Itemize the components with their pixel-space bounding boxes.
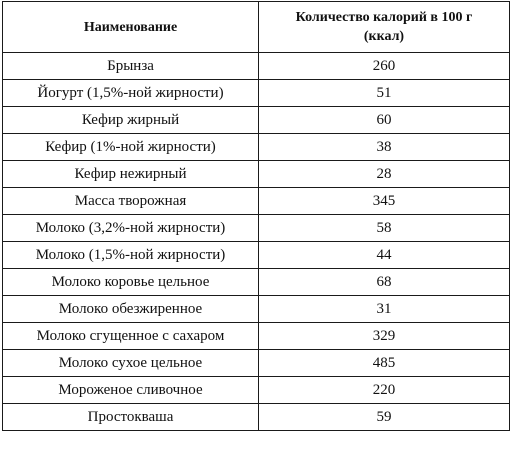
table-row bbox=[3, 134, 510, 161]
row-name: Мороженое сливочное bbox=[3, 377, 259, 404]
row-kcal: 60 bbox=[259, 107, 510, 134]
table-row bbox=[3, 161, 510, 188]
header-calories-line2: (ккал) bbox=[363, 29, 405, 44]
table-row bbox=[3, 53, 510, 80]
row-name: Молоко сгущенное с сахаром bbox=[3, 323, 259, 350]
row-kcal: 260 bbox=[259, 53, 510, 80]
table-row bbox=[3, 296, 510, 323]
row-name: Простокваша bbox=[3, 404, 259, 431]
table-row bbox=[3, 350, 510, 377]
row-kcal: 31 bbox=[259, 296, 510, 323]
row-name: Кефир нежирный bbox=[3, 161, 259, 188]
row-name: Молоко коровье цельное bbox=[3, 269, 259, 296]
row-name: Брынза bbox=[3, 53, 259, 80]
row-kcal: 220 bbox=[259, 377, 510, 404]
row-kcal: 329 bbox=[259, 323, 510, 350]
row-name: Молоко сухое цельное bbox=[3, 350, 259, 377]
row-kcal: 28 bbox=[259, 161, 510, 188]
calorie-table bbox=[2, 1, 510, 431]
row-kcal: 38 bbox=[259, 134, 510, 161]
row-name: Кефир (1%-ной жирности) bbox=[3, 134, 259, 161]
row-name: Молоко (3,2%-ной жирности) bbox=[3, 215, 259, 242]
row-kcal: 68 bbox=[259, 269, 510, 296]
row-kcal: 58 bbox=[259, 215, 510, 242]
table-row bbox=[3, 404, 510, 431]
row-kcal: 59 bbox=[259, 404, 510, 431]
table-body bbox=[3, 53, 510, 431]
row-kcal: 44 bbox=[259, 242, 510, 269]
header-calories bbox=[259, 2, 510, 53]
table-row bbox=[3, 215, 510, 242]
row-kcal: 345 bbox=[259, 188, 510, 215]
table-row bbox=[3, 377, 510, 404]
table-row bbox=[3, 188, 510, 215]
row-name: Йогурт (1,5%-ной жирности) bbox=[3, 80, 259, 107]
table-header bbox=[3, 2, 510, 53]
row-name: Масса творожная bbox=[3, 188, 259, 215]
row-name: Молоко (1,5%-ной жирности) bbox=[3, 242, 259, 269]
row-name: Кефир жирный bbox=[3, 107, 259, 134]
table-row bbox=[3, 269, 510, 296]
header-row bbox=[3, 2, 510, 53]
row-name: Молоко обезжиренное bbox=[3, 296, 259, 323]
table-row bbox=[3, 80, 510, 107]
row-kcal: 485 bbox=[259, 350, 510, 377]
table-row bbox=[3, 107, 510, 134]
header-calories-line1: Количество калорий в 100 г bbox=[295, 10, 473, 25]
row-kcal: 51 bbox=[259, 80, 510, 107]
table-row bbox=[3, 323, 510, 350]
header-name: Наименование bbox=[3, 2, 259, 53]
table-row bbox=[3, 242, 510, 269]
